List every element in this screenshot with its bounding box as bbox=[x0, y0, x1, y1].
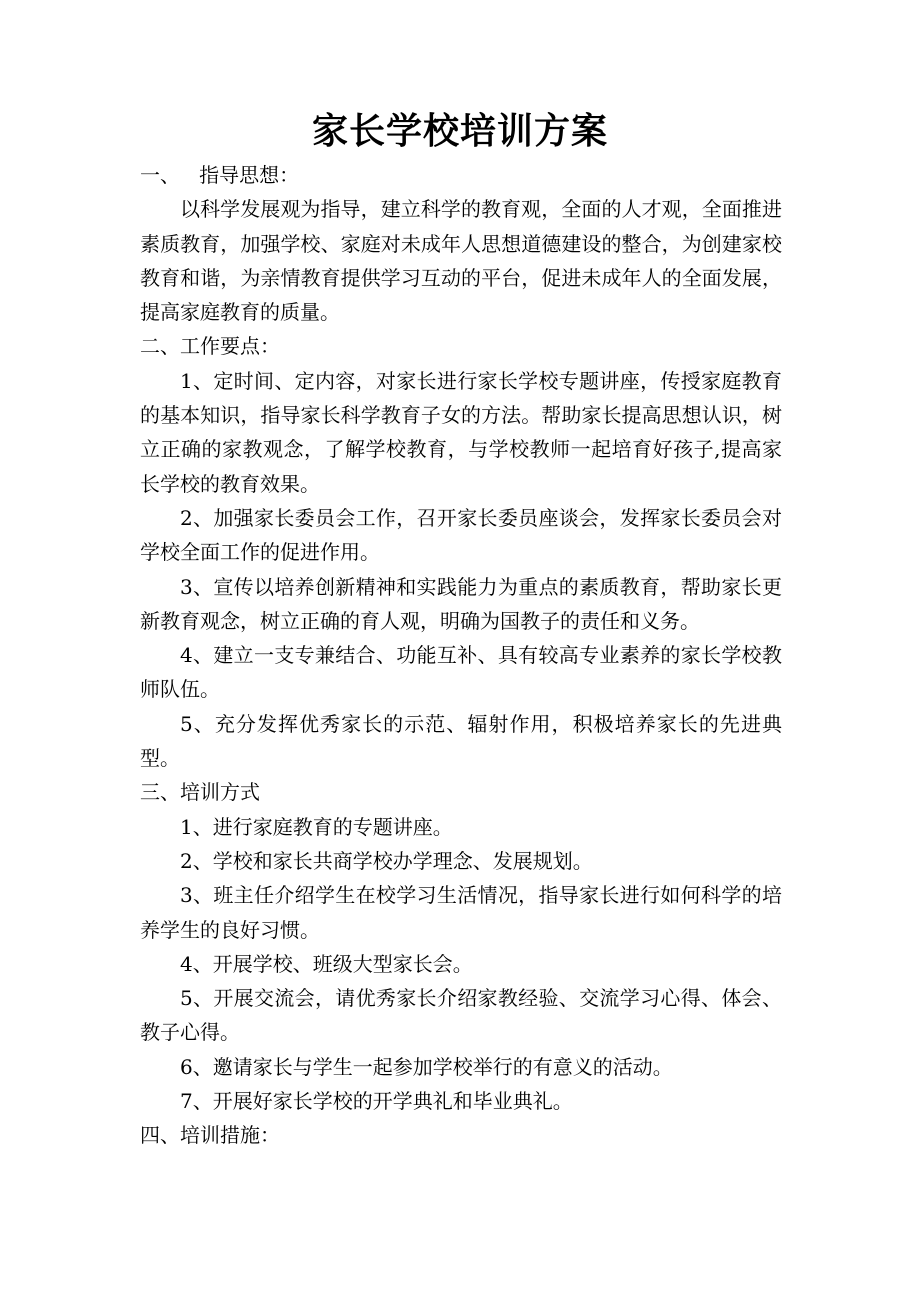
section-work-points bbox=[140, 329, 782, 775]
section-training-measures bbox=[140, 1118, 782, 1152]
document-body bbox=[140, 158, 782, 1153]
paragraph: 1、定时间、定内容，对家长进行家长学校专题讲座，传授家庭教育的基本知识，指导家长科学教育子女的方法。帮助家长提高思想认识，树立正确的家教观念，了解学校教育，与学校教师一起培育好孩子,提高家长学校的教育效果。 bbox=[140, 368, 782, 496]
paragraph: 5、开展交流会，请优秀家长介绍家教经验、交流学习心得、体会、教子心得。 bbox=[140, 986, 782, 1045]
paragraph: 4、建立一支专兼结合、功能互补、具有较高专业素养的家长学校教师队伍。 bbox=[140, 643, 782, 702]
paragraph: 以科学发展观为指导，建立科学的教育观，全面的人才观，全面推进素质教育，加强学校、家庭对未成年人思想道德建设的整合，为创建家校教育和谐，为亲情教育提供学习互动的平台，促进未成年人的全面发展，提高家庭教育的质量。 bbox=[140, 197, 782, 325]
section-guiding-ideology bbox=[140, 158, 782, 329]
document-title: 家长学校培训方案 bbox=[311, 111, 608, 152]
section-heading: 四、培训措施： bbox=[140, 1123, 280, 1148]
paragraph: 1、进行家庭教育的专题讲座。 bbox=[180, 814, 453, 839]
section-heading: 一、 指导思想： bbox=[140, 163, 300, 187]
paragraph: 2、加强家长委员会工作，召开家长委员座谈会，发挥家长委员会对学校全面工作的促进作用。 bbox=[140, 505, 782, 565]
section-heading: 三、培训方式 bbox=[140, 780, 260, 805]
paragraph: 4、开展学校、班级大型家长会。 bbox=[180, 951, 473, 976]
paragraph: 2、学校和家长共商学校办学理念、发展规划。 bbox=[180, 848, 593, 873]
paragraph: 3、宣传以培养创新精神和实践能力为重点的素质教育，帮助家长更新教育观念，树立正确的育人观，明确为国教子的责任和义务。 bbox=[140, 574, 782, 633]
section-training-methods bbox=[140, 775, 782, 1118]
paragraph: 6、邀请家长与学生一起参加学校举行的有意义的活动。 bbox=[180, 1054, 673, 1079]
paragraph: 7、开展好家长学校的开学典礼和毕业典礼。 bbox=[180, 1089, 573, 1114]
paragraph: 3、班主任介绍学生在校学习生活情况，指导家长进行如何科学的培养学生的良好习惯。 bbox=[140, 883, 782, 942]
paragraph: 5、充分发挥优秀家长的示范、辐射作用，积极培养家长的先进典型。 bbox=[140, 711, 782, 771]
section-heading: 二、工作要点： bbox=[140, 334, 280, 359]
